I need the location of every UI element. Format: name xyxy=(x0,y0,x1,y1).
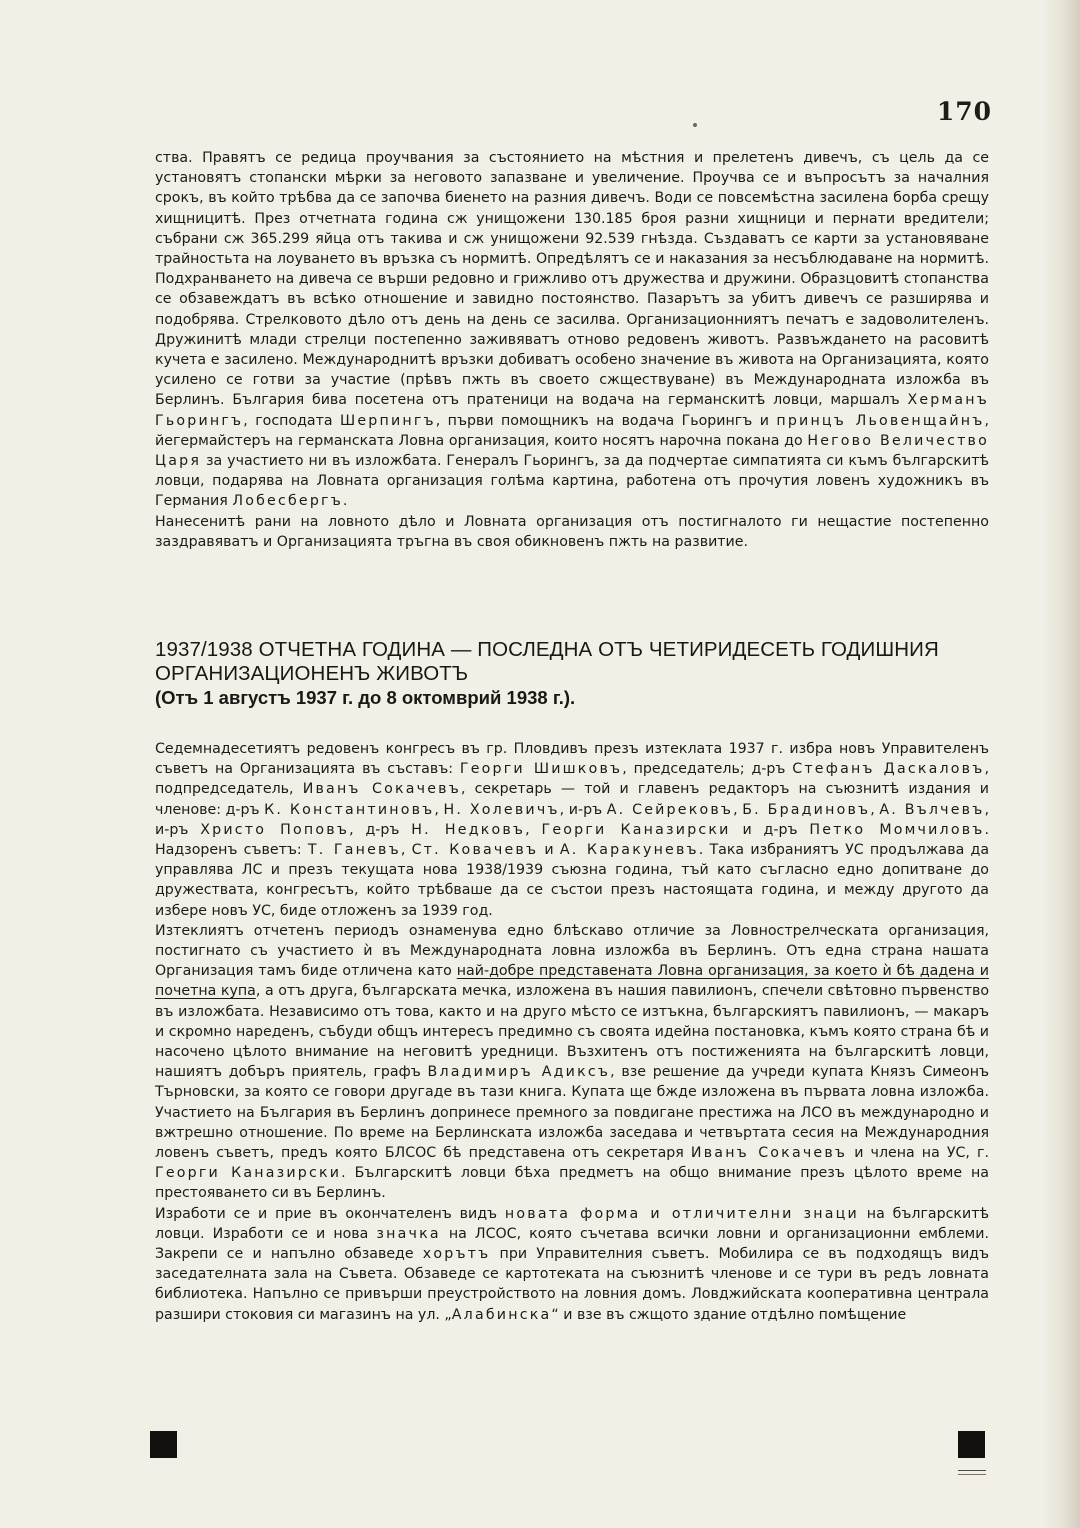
paragraph xyxy=(155,148,989,512)
text-run: , xyxy=(733,801,743,818)
text-run: , xyxy=(400,842,412,859)
spaced-name: А. Каракуневъ xyxy=(559,842,699,859)
text-run: при Управителния съветъ. Мобилира се въ подходящъ видъ заседателната зала на Съвета. Обзаведе се картотеката на съюзнитѣ членове и се тури въ редъ ловната библиотека. Напълно се привърши преустройството на ловния домъ. Ловджийската кооперативна централа разшири стоковия си магазинъ на ул. „ xyxy=(155,1246,989,1323)
registration-mark-right xyxy=(958,1431,985,1458)
text-run: Седемнадесетиятъ редовенъ конгресъ въ гр. Пловдивъ презъ изтеклата 1937 г. избра новъ Управителенъ съветъ на Организацията въ съставъ: xyxy=(155,741,989,778)
text-run: . Българскитѣ ловци бѣха предметъ на общо внимание презъ цѣлото време на престояването си въ Берлинъ. xyxy=(155,1165,990,1202)
text-run: ства. Правятъ се редица проучвания за състоянието на мѣстния и прелетенъ дивечъ, съ цель да се установятъ стопански мѣрки за неговото запазване и увеличение. Проучва се и въпросътъ за началния срокъ, въ който трѣбва да се започва биенето на разния дивечъ. Води се повсемѣстна засилена борба срещу хищницитѣ. През отчетната година сж унищожени 130.185 броя разни хищници и пернати вредители; събрани сж 365.299 яйца отъ такива и сж унищожени 92.539 гнѣзда. Създаватъ се карти за установяване трайностьта на лоуването въ връзка съ нормитѣ. Опредѣлятъ се и наказания за несъблюдаване на нормитѣ. Подхранването на дивеча се върши редовно и грижливо отъ дружества и дружини. Образцовитѣ стопанства се обзавеждатъ въ всѣко отношение и завидно постоянство. Пазарътъ за убитъ дивечъ се разширява и подобрява. Стрелковото дѣло отъ день на день се засилва. Организационниятъ печатъ е задоволителенъ. Дружинитѣ млади стрелци постепенно заживяватъ отново редовенъ животъ. Развъждането на расовитѣ кучета е засилено. Международнитѣ връзки добиватъ особено значение въ живота на Организацията, която усилено се готви за участие (прѣвъ пжть въ своето сжществуване) въ Международната изложба въ Берлинъ. България бива посетена отъ пратеници на водача на германскитѣ ловци, маршалъ xyxy=(155,150,989,409)
text-run: , xyxy=(525,821,542,838)
spaced-name: Н. Недковъ xyxy=(411,821,526,838)
print-speck xyxy=(693,123,697,127)
text-run: и xyxy=(538,842,560,859)
spaced-name: Херманъ Гьорингъ xyxy=(155,392,989,429)
spaced-name: Б. Брадиновъ xyxy=(742,801,871,818)
text-run: на българскитѣ ловци. Изработи се и нова xyxy=(155,1205,989,1242)
underlined-phrase: най-добре представената Ловна организация, за което ѝ бѣ дадена и почетна купа xyxy=(155,963,989,1000)
text-run: “ и взе въ сжщото здание отдѣлно помѣщение xyxy=(551,1306,907,1323)
section-heading xyxy=(155,638,995,710)
page-number: 170 xyxy=(936,97,992,126)
text-run: , и-ръ xyxy=(155,801,989,838)
text-run: и д-ръ xyxy=(730,821,810,838)
spaced-name: Георги Каназирски xyxy=(541,821,731,838)
section-subtitle: (Отъ 1 августъ 1937 г. до 8 октомврий 1938 г.). xyxy=(155,687,576,708)
text-run: . Надзоренъ съветъ: xyxy=(155,821,989,859)
spaced-name: Н. Холевичъ xyxy=(443,801,560,818)
spaced-name: К. Константиновъ xyxy=(264,801,435,818)
spaced-name: Георги Шишковъ xyxy=(459,761,623,778)
spaced-name: Ст. Ковачевъ xyxy=(411,842,539,859)
spaced-name: Владимиръ Адиксъ xyxy=(427,1064,611,1081)
text-run: , господата xyxy=(243,412,340,429)
section-body xyxy=(155,739,989,1325)
spaced-name: Т. Ганевъ xyxy=(307,842,401,859)
text-run: , и-ръ xyxy=(559,801,607,818)
paragraph xyxy=(155,739,989,921)
text-run: Изтеклиятъ отчетенъ периодъ ознаменува едно блѣскаво отличие за Ловнострелческата организация, постигнато съ участието ѝ въ Международната ловна изложба въ Берлинъ. Отъ една страна нашата Организация тамъ биде отличена като xyxy=(155,922,989,980)
text-run: , подпредседатель, xyxy=(155,761,989,798)
spaced-name: значка xyxy=(376,1225,441,1242)
text-run: , първи помощникъ на водача Гьорингъ и xyxy=(435,412,777,429)
spaced-name: хорътъ xyxy=(422,1246,491,1263)
paragraph xyxy=(155,1204,989,1325)
spaced-name: Петко Момчиловъ xyxy=(809,821,985,838)
text-run: . xyxy=(342,493,348,510)
text-run: и члена на УС, г. xyxy=(847,1145,989,1162)
spaced-name: Христо Поповъ xyxy=(200,821,350,838)
spaced-name: Иванъ Сокачевъ xyxy=(302,781,461,798)
text-run: , взе решение да учреди купата Князъ Симеонъ Търновски, за която се говори другаде въ тази книга. Купата ще бжде изложена въ първата ловна изложба. Участието на България въ Берлинъ допринесе премного за повдигане престижа на ЛСО въ международно и вжтрешно отношение. По време на Берлинската изложба заседава и четвъртата сесия на Международния ловенъ съветъ, предъ която БЛСОС бѣ представена отъ секретаря xyxy=(155,1064,989,1162)
text-run: , д-ръ xyxy=(349,821,412,838)
text-run: Изработи се и прие въ окончателенъ видъ xyxy=(155,1205,505,1222)
text-run: , xyxy=(434,801,444,818)
spaced-name: Георги Каназирски xyxy=(155,1165,342,1182)
spaced-name: принцъ Льовенщайнъ xyxy=(776,412,985,429)
spaced-name: новата форма и отличителни знаци xyxy=(504,1205,859,1222)
registration-mark-left xyxy=(150,1431,177,1458)
spaced-name: Иванъ Сокачевъ xyxy=(690,1145,848,1162)
spaced-name: Шерпингъ xyxy=(339,412,436,429)
paragraph xyxy=(155,921,989,1204)
text-run: . Така избраниятъ УС продължава да управлява ЛС и презъ текущата нова 1938/1939 съюзна година, тъй като съгласно едно допитване до дружествата, конгресътъ, който трѣбваше да се състои презъ настоящата година, и между другото да избере новъ УС, биде отложенъ за 1939 год. xyxy=(155,842,990,919)
text-run: , йегермайстеръ на германската Ловна организация, които носятъ нарочна покана до xyxy=(155,412,989,449)
text-run: за участието ни въ изложбата. Генералъ Гьорингъ, за да подчертае симпатията си къмъ българскитѣ ловци, подарява на Ловната организация голѣма картина, работена отъ прочутия ловенъ художникъ въ Германия xyxy=(155,453,989,510)
spaced-name: Негово Величество Царя xyxy=(155,432,989,470)
section-title: 1937/1938 ОТЧЕТНА ГОДИНА — ПОСЛЕДНА ОТЪ ЧЕТИРИДЕСЕТЬ ГОДИШНИЯ ОРГАНИЗАЦИОНЕНЪ ЖИВОТЪ xyxy=(155,638,939,685)
spaced-name: А. Сейрековъ xyxy=(606,801,734,818)
text-run: , председатель; д-ръ xyxy=(622,761,793,778)
spaced-name: Лобесбергъ xyxy=(232,493,343,510)
text-run: , секретарь — той и главенъ редакторъ на съюзнитѣ издания и членове: д-ръ xyxy=(155,781,989,818)
registration-tick xyxy=(958,1470,986,1475)
spaced-name: А. Вълчевъ xyxy=(879,801,985,818)
continuation-text xyxy=(155,148,989,552)
text-run: , а отъ друга, българската мечка, изложена въ нашия павилионъ, спечели свѣтовно първенство въ изложбата. Независимо отъ това, както и на друго мѣсто се изтъкна, българскиятъ павилионъ, — макаръ и скромно нареденъ, събуди общъ интересъ предимно съ своята идейна постановка, къмъ която страна бѣ и насочено цѣлото внимание на неговитѣ уредници. Възхитенъ отъ постиженията на българскитѣ ловци, нашиятъ добъръ приятель, графъ xyxy=(155,983,990,1081)
page-edge-shadow xyxy=(1042,0,1080,1528)
text-run: на ЛСОС, която съчетава всички ловни и организационни емблеми. Закрепи се и напълно обзаведе xyxy=(155,1225,989,1263)
paragraph xyxy=(155,512,989,552)
text-run: , xyxy=(870,801,880,818)
spaced-name: Стефанъ Даскаловъ xyxy=(792,761,985,778)
text-run: Нанесенитѣ рани на ловното дѣло и Ловната организация отъ постигналото ги нещастие постепенно заздравяватъ и Организацията тръгна въ своя обикновенъ пжть на развитие. xyxy=(155,513,989,550)
spaced-name: Алабинска xyxy=(451,1306,552,1323)
